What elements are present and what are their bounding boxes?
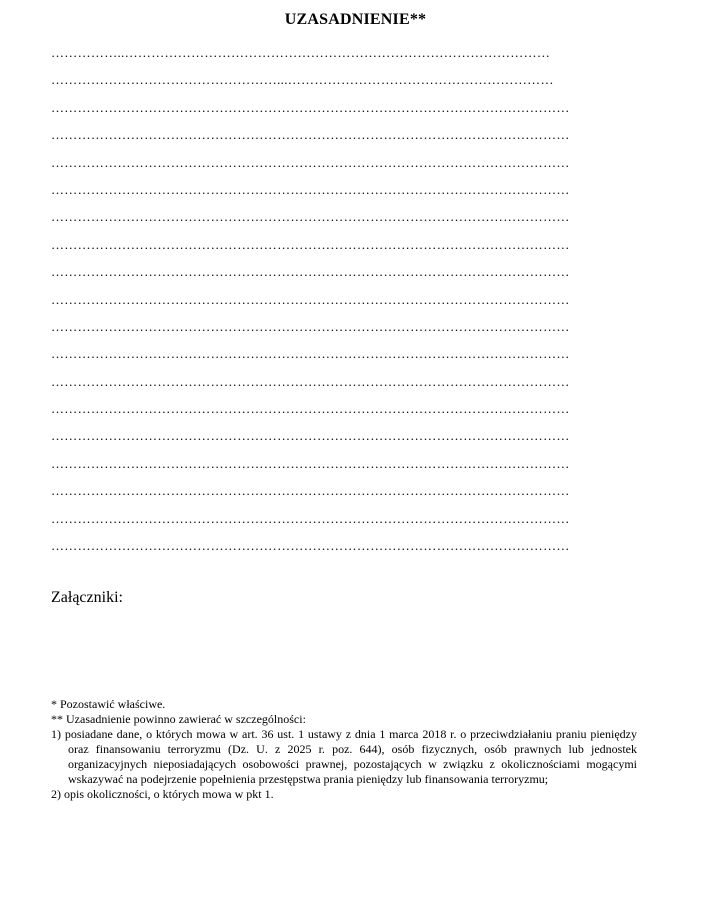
attachments-label: Załączniki: bbox=[51, 589, 123, 606]
fill-line[interactable]: ……………………………………………………………………………………………………… bbox=[51, 538, 570, 554]
fill-line[interactable]: ……………………………………………………………………………………………………… bbox=[51, 236, 570, 252]
fill-line[interactable]: ……………………………………………………………………………………………………… bbox=[51, 483, 570, 499]
fill-line[interactable]: ……………………………………………………………………………………………………… bbox=[51, 154, 570, 170]
fill-line[interactable]: ……………………………………………………………………………………………………… bbox=[51, 510, 570, 526]
justification-fill-lines bbox=[51, 39, 651, 559]
fill-line[interactable]: ……………………………………………………………………………………………………… bbox=[51, 455, 570, 471]
fill-line[interactable]: ……………..…………………………………………………………………………………… bbox=[51, 45, 551, 60]
footnote-item-1: 1) posiadane dane, o których mowa w art. 36 ust. 1 ustawy z dnia 1 marca 2018 r. o przeciwdziałaniu praniu pieniędzy oraz finansowaniu terroryzmu (Dz. U. z 2025 r. poz. 644), osób fizycznych, osób prawnych lub jednostek organizacyjnych nieposiadających osobowości prawnej, pozostających w związku z okolicznościami mogącymi wskazywać na podejrzenie popełnienia przestępstwa prania pieniędzy lub finansowania terroryzmu; bbox=[51, 727, 637, 786]
fill-line[interactable]: ……………………………………………………………………………………………………… bbox=[51, 318, 570, 334]
footnote-double-asterisk: ** Uzasadnienie powinno zawierać w szczególności: bbox=[51, 712, 306, 726]
fill-line[interactable]: ……………………………………………………………………………………………………… bbox=[51, 428, 570, 444]
fill-line[interactable]: ……………………………………………………………………………………………………… bbox=[51, 401, 570, 417]
footnotes bbox=[51, 697, 637, 802]
footnote-item-2: 2) opis okoliczności, o których mowa w pkt 1. bbox=[51, 787, 274, 801]
fill-line[interactable]: ……………………………………………………………………………………………………… bbox=[51, 181, 570, 197]
fill-line[interactable]: ……………………………………………...…………………………………………………… bbox=[51, 72, 554, 88]
footnote-single-asterisk: * Pozostawić właściwe. bbox=[51, 697, 166, 711]
fill-line[interactable]: ……………………………………………………………………………………………………… bbox=[51, 291, 570, 307]
fill-line[interactable]: ……………………………………………………………………………………………………… bbox=[51, 346, 570, 362]
document-title: UZASADNIENIE** bbox=[284, 11, 427, 28]
fill-line[interactable]: ……………………………………………………………………………………………………… bbox=[51, 99, 570, 115]
fill-line[interactable]: ……………………………………………………………………………………………………… bbox=[51, 264, 570, 280]
fill-line[interactable]: ……………………………………………………………………………………………………… bbox=[51, 373, 570, 389]
fill-line[interactable]: ……………………………………………………………………………………………………… bbox=[51, 209, 570, 225]
fill-line[interactable]: ……………………………………………………………………………………………………… bbox=[51, 127, 570, 143]
